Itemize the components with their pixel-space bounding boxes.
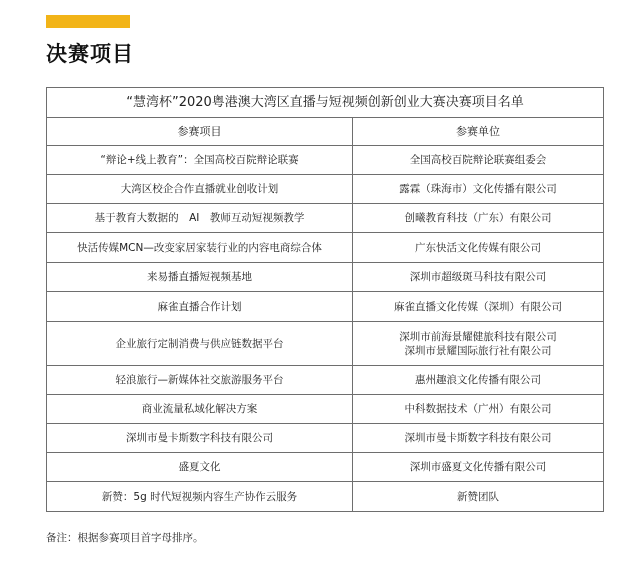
unit-cell <box>353 263 603 291</box>
project-cell: 快活传媒MCN—改变家居家装行业的内容电商综合体 <box>47 233 353 262</box>
table-row <box>47 424 603 453</box>
table-header-row <box>47 118 603 146</box>
unit-cell <box>353 322 603 365</box>
table-row <box>47 204 603 233</box>
project-cell: “辩论+线上教育”：全国高校百院辩论联赛 <box>47 146 353 174</box>
unit-cell <box>353 175 603 203</box>
table-row <box>47 482 603 511</box>
unit-name: 深圳市景耀国际旅行社有限公司 <box>404 344 552 357</box>
unit-cell <box>353 366 603 394</box>
project-cell: 盛夏文化 <box>47 453 353 481</box>
table-row <box>47 322 603 366</box>
project-cell: 企业旅行定制消费与供应链数据平台 <box>47 322 353 365</box>
unit-name: 广东快活文化传媒有限公司 <box>415 241 541 254</box>
section-title: 决赛项目 <box>46 42 134 66</box>
table-row <box>47 395 603 424</box>
unit-name: 深圳市超级斑马科技有限公司 <box>409 271 547 283</box>
footnote: 备注：根据参赛项目首字母排序。 <box>46 532 204 544</box>
table-body <box>47 146 603 511</box>
table-row <box>47 233 603 263</box>
project-cell: 深圳市曼卡斯数字科技有限公司 <box>47 424 353 452</box>
unit-name: 深圳市曼卡斯数字科技有限公司 <box>404 432 552 444</box>
table-row <box>47 292 603 322</box>
unit-name: 露霖（珠海市）文化传播有限公司 <box>399 183 557 195</box>
unit-cell <box>353 424 603 452</box>
table-row <box>47 366 603 395</box>
unit-cell <box>353 146 603 174</box>
table-row <box>47 453 603 482</box>
accent-bar <box>46 15 130 28</box>
unit-name: 中科数据技术（广州）有限公司 <box>404 403 552 415</box>
unit-cell <box>353 292 603 321</box>
unit-name: 深圳市前海景耀健旅科技有限公司 <box>399 330 557 343</box>
header-unit: 参赛单位 <box>456 124 500 138</box>
project-cell: 商业流量私域化解决方案 <box>47 395 353 423</box>
project-cell: 大湾区校企合作直播就业创收计划 <box>47 175 353 203</box>
unit-cell <box>353 204 603 232</box>
table-row <box>47 146 603 175</box>
project-cell: 轻浪旅行—新媒体社交旅游服务平台 <box>47 366 353 394</box>
unit-name: 全国高校百院辩论联赛组委会 <box>409 154 547 166</box>
unit-name: 麻雀直播文化传媒（深圳）有限公司 <box>394 300 562 313</box>
project-cell: 基于教育大数据的 AI 教师互动短视频教学 <box>47 204 353 232</box>
unit-name: 深圳市盛夏文化传播有限公司 <box>409 461 547 473</box>
finalists-table <box>46 87 604 512</box>
unit-cell <box>353 482 603 511</box>
unit-name: 惠州趣浪文化传播有限公司 <box>415 374 541 386</box>
table-row <box>47 263 603 292</box>
header-project: 参赛项目 <box>47 118 353 145</box>
project-cell: 新赞：5g 时代短视频内容生产协作云服务 <box>47 482 353 511</box>
unit-cell <box>353 453 603 481</box>
unit-name: 新赞团队 <box>457 490 499 503</box>
project-cell: 来易播直播短视频基地 <box>47 263 353 291</box>
unit-name: 创曦教育科技（广东）有限公司 <box>404 212 552 224</box>
table-caption: “慧湾杯”2020粤港澳大湾区直播与短视频创新创业大赛决赛项目名单 <box>47 88 603 118</box>
project-cell: 麻雀直播合作计划 <box>47 292 353 321</box>
unit-cell <box>353 233 603 262</box>
unit-cell <box>353 395 603 423</box>
table-row <box>47 175 603 204</box>
